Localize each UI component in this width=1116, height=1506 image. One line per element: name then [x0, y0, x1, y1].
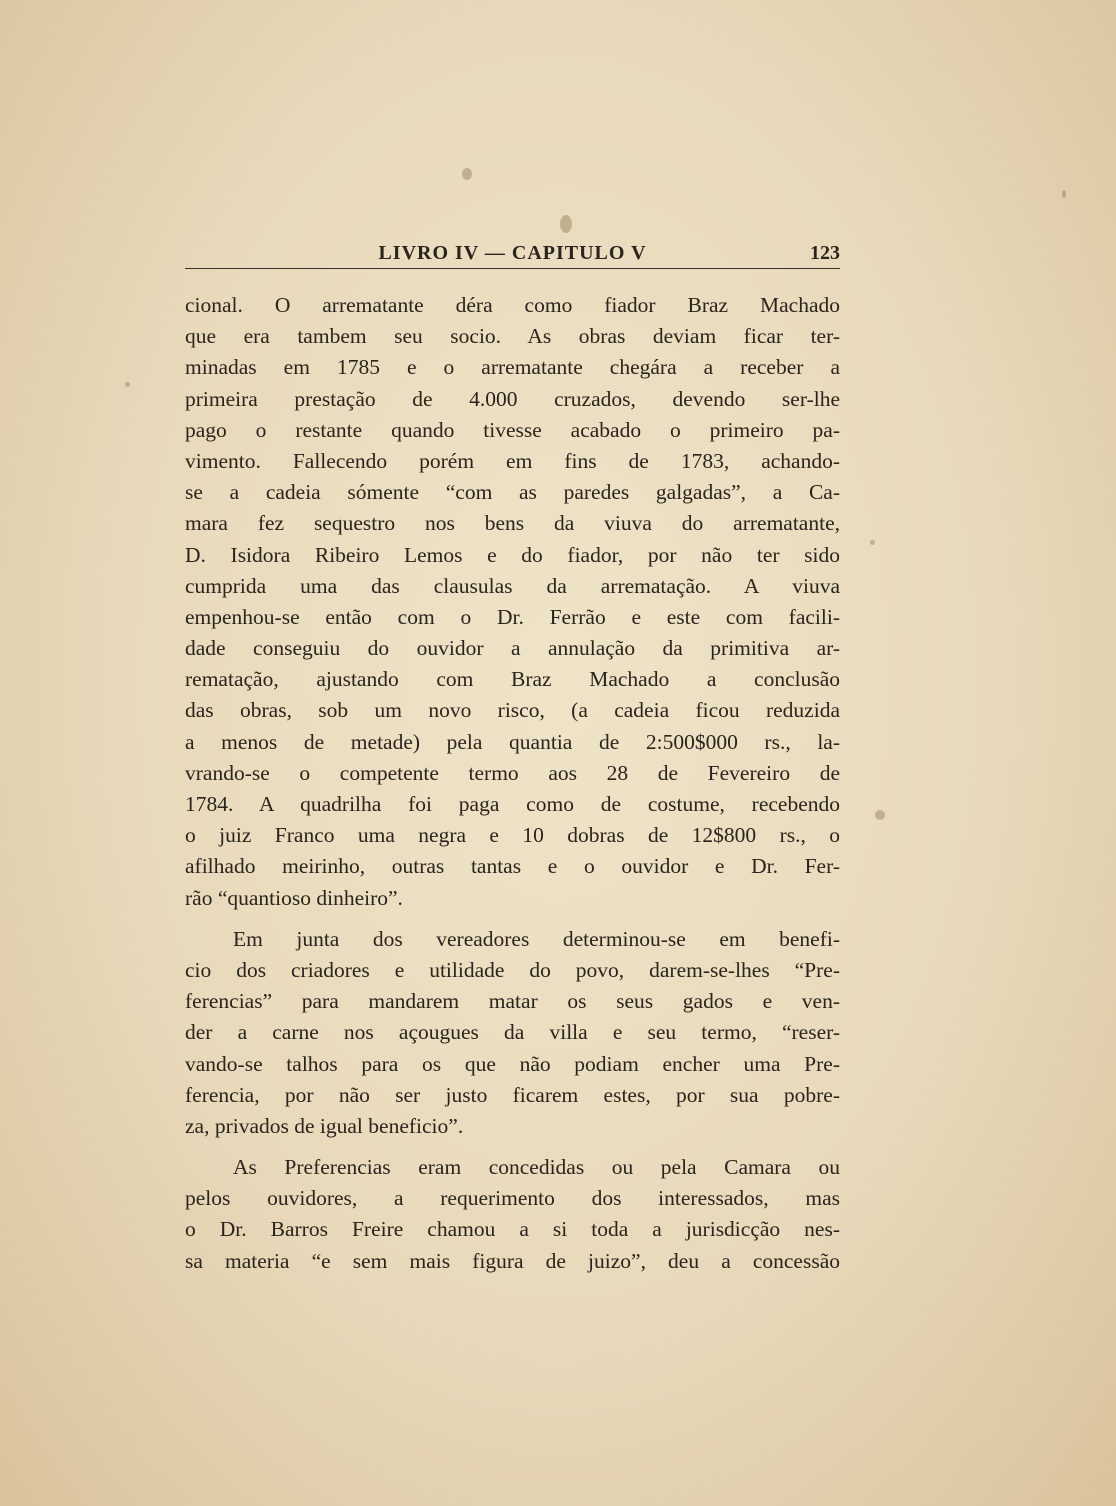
paper-stain — [125, 382, 130, 387]
text-line: As Preferencias eram concedidas ou pela Camara ou — [233, 1155, 840, 1180]
text-line: minadas em 1785 e o arrematante chegára a receber a — [185, 355, 840, 380]
text-line: cumprida uma das clausulas da arrematação. A viuva — [185, 573, 840, 598]
text-line: mara fez sequestro nos bens da viuva do arrematante, — [185, 511, 840, 536]
running-title: LIVRO IV — CAPITULO V — [378, 242, 647, 264]
paragraph — [185, 1152, 840, 1277]
text-line: vrando-se o competente termo aos 28 de Fevereiro de — [185, 760, 840, 785]
text-line: cional. O arrematante déra como fiador Braz Machado — [185, 293, 840, 317]
body-text — [185, 290, 840, 1277]
text-line: Em junta dos vereadores determinou-se em benefi- — [233, 926, 840, 951]
text-line: a menos de metade) pela quantia de 2:500$000 rs., la- — [185, 729, 840, 754]
text-line: afilhado meirinho, outras tantas e o ouvidor e Dr. Fer- — [185, 854, 840, 879]
text-line: rão “quantioso dinheiro”. — [185, 885, 403, 910]
running-head — [185, 240, 840, 270]
paragraph — [185, 290, 840, 914]
paper-stain — [875, 810, 885, 820]
page-number: 123 — [810, 242, 840, 264]
text-line: rematação, ajustando com Braz Machado a conclusão — [185, 667, 840, 692]
text-line: primeira prestação de 4.000 cruzados, devendo ser-lhe — [185, 386, 840, 411]
text-line: o juiz Franco uma negra e 10 dobras de 12$800 rs., o — [185, 823, 840, 848]
paper-stain — [560, 215, 572, 233]
paper-stain — [870, 540, 875, 545]
text-line: der a carne nos açougues da villa e seu termo, “reser- — [185, 1020, 840, 1045]
text-line: ferencia, por não ser justo ficarem estes, por sua pobre- — [185, 1082, 840, 1107]
paragraph — [185, 924, 840, 1142]
text-line: za, privados de igual beneficio”. — [185, 1113, 464, 1138]
text-line: ferencias” para mandarem matar os seus gados e ven- — [185, 989, 840, 1014]
text-line: sa materia “e sem mais figura de juizo”, deu a concessão — [185, 1248, 840, 1273]
text-line: o Dr. Barros Freire chamou a si toda a jurisdicção nes- — [185, 1217, 840, 1242]
text-line: cio dos criadores e utilidade do povo, darem-se-lhes “Pre- — [185, 957, 840, 982]
paper-stain — [462, 168, 472, 180]
header-rule — [185, 268, 840, 269]
text-line: empenhou-se então com o Dr. Ferrão e este com facili- — [185, 604, 840, 629]
text-line: vando-se talhos para os que não podiam encher uma Pre- — [185, 1051, 840, 1076]
paragraph-gap — [185, 1142, 840, 1152]
text-line: das obras, sob um novo risco, (a cadeia ficou reduzida — [185, 698, 840, 723]
text-line: dade conseguiu do ouvidor a annulação da primitiva ar- — [185, 636, 840, 661]
text-line: 1784. A quadrilha foi paga como de costume, recebendo — [185, 792, 840, 816]
paper-stain — [1062, 190, 1066, 198]
paragraph-gap — [185, 914, 840, 924]
text-line: que era tambem seu socio. As obras deviam ficar ter- — [185, 324, 840, 349]
text-line: pago o restante quando tivesse acabado o primeiro pa- — [185, 417, 840, 442]
text-line: pelos ouvidores, a requerimento dos interessados, mas — [185, 1186, 840, 1211]
text-line: se a cadeia sómente “com as paredes galgadas”, a Ca- — [185, 480, 840, 505]
text-line: D. Isidora Ribeiro Lemos e do fiador, por não ter sido — [185, 542, 840, 567]
text-line: vimento. Fallecendo porém em fins de 1783, achando- — [185, 448, 840, 473]
